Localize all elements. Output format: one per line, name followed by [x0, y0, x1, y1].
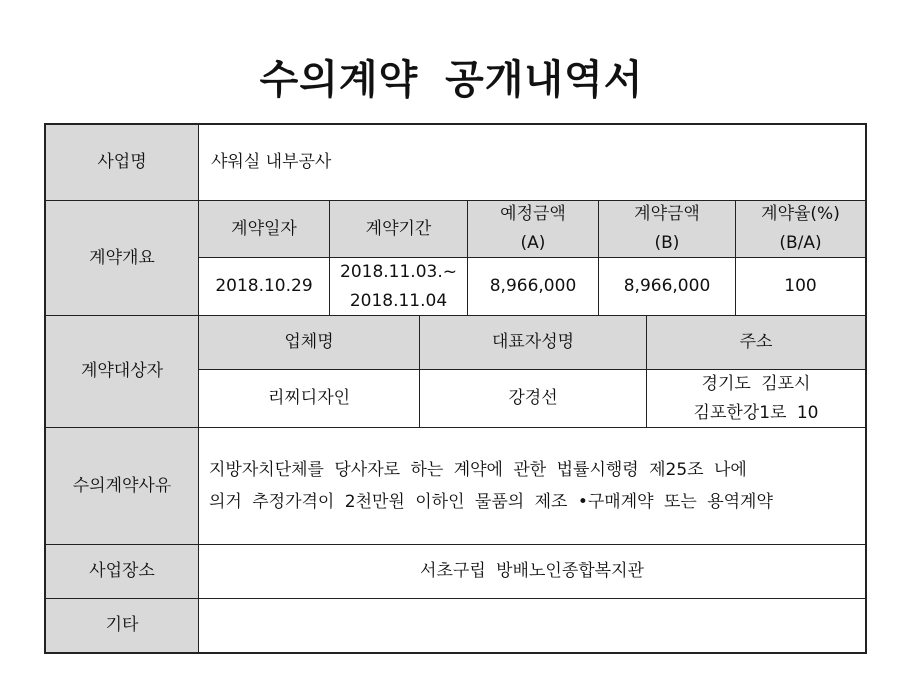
- location-value: 서초구립 방배노인종합복지관: [198, 544, 866, 599]
- contract-amount-header: [598, 200, 736, 258]
- project-name-value: 샤워실 내부공사: [198, 124, 866, 201]
- reason-label: 수의계약사유: [45, 427, 199, 545]
- contract-date-header: 계약일자: [198, 200, 330, 258]
- contract-rate-value: 100: [735, 257, 866, 316]
- contract-date-value: 2018.10.29: [198, 257, 330, 316]
- contract-period-value: [329, 257, 468, 316]
- company-name-header: 업체명: [198, 315, 420, 370]
- address-value: [646, 369, 866, 428]
- reason-line1: 지방자치단체를 당사자로 하는 계약에 관한 법률시행령 제25조 나에: [209, 460, 747, 480]
- contract-rate-header: [735, 200, 866, 258]
- etc-value: [198, 598, 866, 653]
- contract-period-start: 2018.11.03.~: [340, 261, 457, 282]
- estimated-amount-value: 8,966,000: [467, 257, 599, 316]
- address-line2: 김포한강1로 10: [693, 402, 819, 423]
- disclosure-table: [44, 123, 867, 654]
- estimated-amount-header-line2: (A): [520, 233, 546, 253]
- contract-amount-header-line2: (B): [654, 233, 680, 253]
- etc-label: 기타: [45, 598, 199, 653]
- representative-header: 대표자성명: [419, 315, 647, 370]
- estimated-amount-header-line1: 예정금액: [500, 204, 566, 224]
- representative-value: 강경선: [419, 369, 647, 428]
- reason-line2: 의거 추정가격이 2천만원 이하인 물품의 제조 •구매계약 또는 용역계약: [209, 492, 773, 512]
- contract-period-end: 2018.11.04: [349, 290, 448, 311]
- address-line1: 경기도 김포시: [701, 373, 811, 394]
- reason-value: [198, 427, 866, 545]
- location-label: 사업장소: [45, 544, 199, 599]
- contract-amount-header-line1: 계약금액: [634, 204, 700, 224]
- contract-period-header: 계약기간: [329, 200, 468, 258]
- contract-amount-value: 8,966,000: [598, 257, 736, 316]
- contractor-label: 계약대상자: [45, 315, 199, 428]
- address-header: 주소: [646, 315, 866, 370]
- company-name-value: 리찌디자인: [198, 369, 420, 428]
- project-name-label: 사업명: [45, 124, 199, 201]
- page-title: 수의계약 공개내역서: [259, 57, 644, 103]
- contract-rate-header-line2: (B/A): [779, 233, 822, 253]
- contract-rate-header-line1: 계약율(%): [761, 204, 840, 224]
- estimated-amount-header: [467, 200, 599, 258]
- overview-label: 계약개요: [45, 200, 199, 316]
